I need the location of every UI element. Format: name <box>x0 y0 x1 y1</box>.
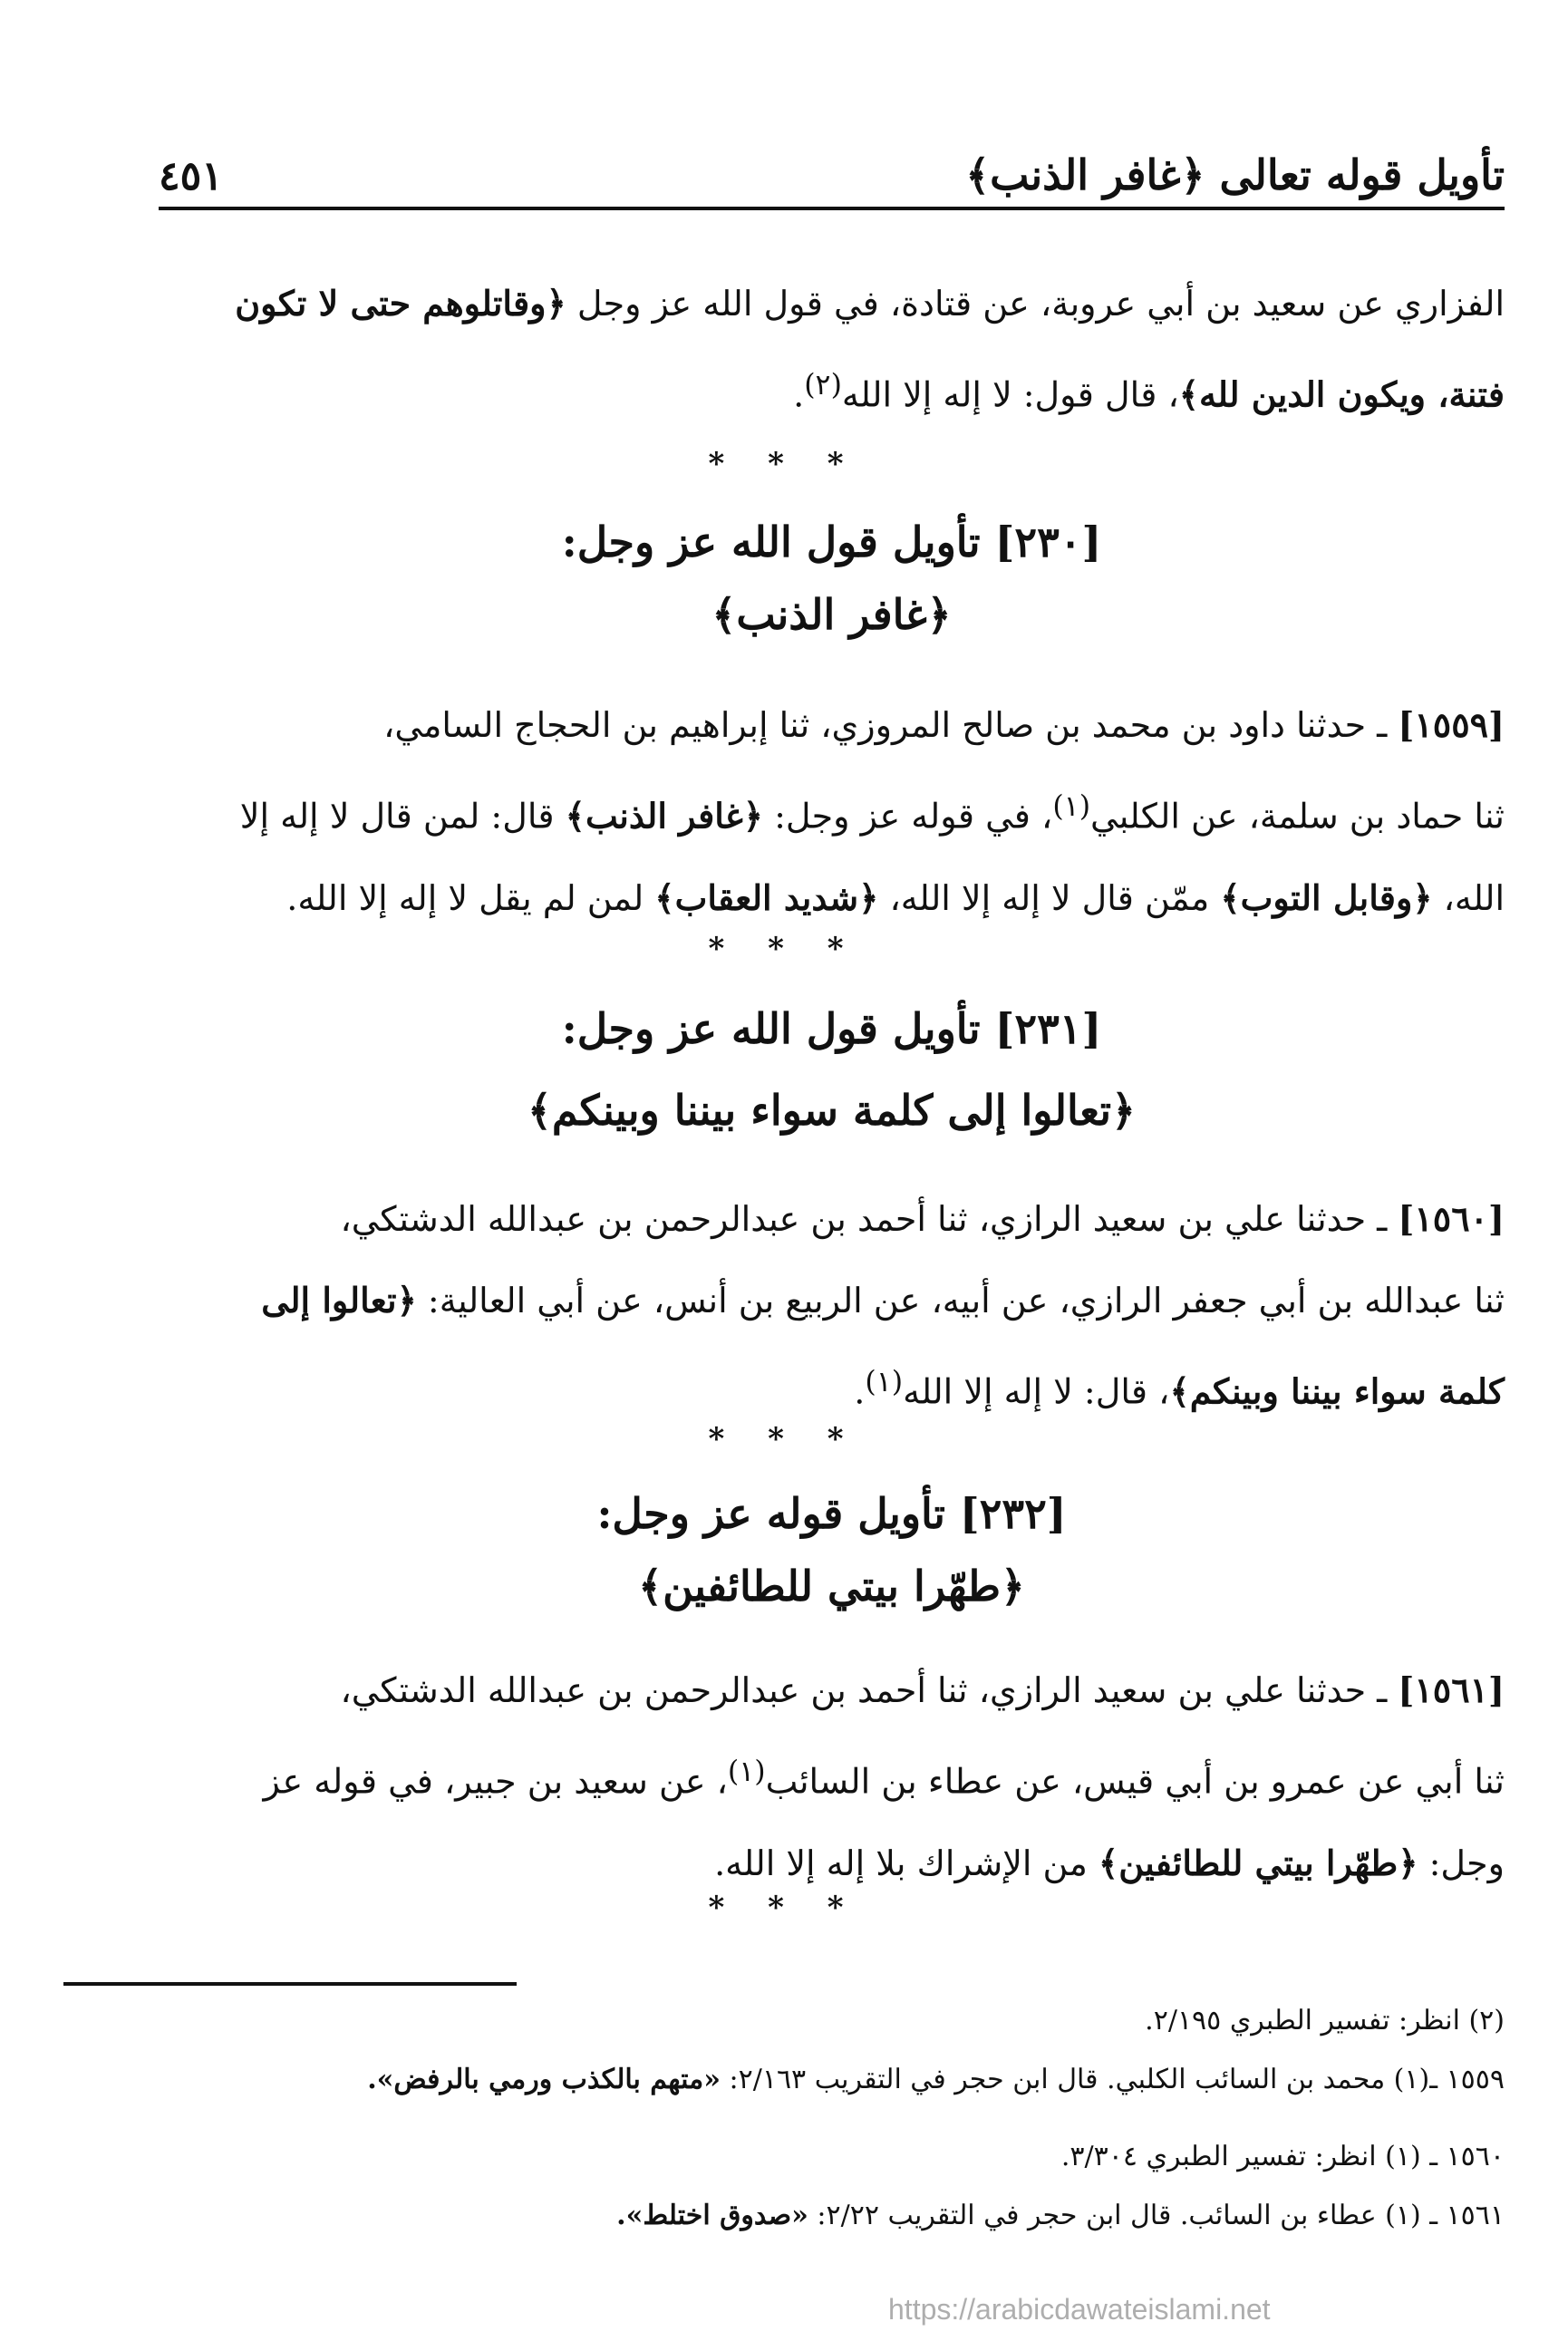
footnote-ref: (١) <box>727 1756 766 1788</box>
section-title: [٢٣٠] تأويل قول الله عز وجل: <box>561 518 1102 566</box>
section-verse: ﴿طهّرا بيتي للطائفين﴾ <box>638 1562 1025 1611</box>
narration-text: الله، <box>1432 877 1505 918</box>
footnote-ref: (١) <box>1052 790 1091 823</box>
footnote-text: ١٥٦٠ ـ (١) انظر: تفسير الطبري ٣/٣٠٤. <box>1060 2141 1505 2172</box>
narration-number: [١٥٥٩] <box>1398 704 1505 745</box>
footnote <box>159 2198 1505 2234</box>
page-number: ٤٥١ <box>159 153 223 199</box>
intro-paragraph <box>159 263 1505 436</box>
section-divider: * * * <box>708 1421 860 1457</box>
narration-number: [١٥٦٠] <box>1398 1198 1505 1239</box>
header-rule <box>159 207 1505 210</box>
narration-text: قال: لمن قال لا إله إلا <box>239 796 566 837</box>
period: . <box>854 1371 866 1412</box>
quran-quote: ﴿وقابل التوب﴾ <box>1220 876 1433 918</box>
section-divider: * * * <box>708 1890 860 1926</box>
footnote-ref: (٢) <box>804 369 842 401</box>
narration-text: ، عن سعيد بن جبير، في قوله عز <box>263 1761 728 1802</box>
narration-text: ـ حدثنا داود بن محمد بن صالح المروزي، ثنا إبراهيم بن الحجاج السامي، <box>383 705 1399 745</box>
footnote <box>159 2139 1505 2175</box>
narration-text: ـ حدثنا علي بن سعيد الرازي، ثنا أحمد بن عبدالرحمن بن عبدالله الدشتكي، <box>340 1199 1399 1239</box>
quran-quote: ﴿غافر الذنب﴾ <box>565 795 763 837</box>
footnote-text: ١٥٦١ ـ (١) عطاء بن السائب. قال ابن حجر في التقريب ٢/٢٢: <box>808 2200 1505 2231</box>
footnote <box>159 2062 1505 2098</box>
section-title: [٢٣٢] تأويل قوله عز وجل: <box>596 1489 1067 1538</box>
intro-text-1: الفزاري عن سعيد بن أبي عروبة، عن قتادة، في قول الله عز وجل <box>566 284 1505 324</box>
running-title: تأويل قوله تعالى ﴿غافر الذنب﴾ <box>965 150 1505 199</box>
narration-text: ، في قوله عز وجل: <box>763 796 1053 837</box>
narration-1560 <box>159 1178 1505 1433</box>
footnote <box>159 2003 1505 2039</box>
period: . <box>793 374 805 415</box>
footnote-quote: «متهم بالكذب ورمي بالرفض». <box>367 2064 721 2095</box>
narration-1559 <box>159 684 1505 939</box>
watermark: https://arabicdawateislami.net <box>888 2293 1271 2326</box>
narration-1561 <box>159 1649 1505 1904</box>
section-title: [٢٣١] تأويل قول الله عز وجل: <box>561 1004 1102 1053</box>
intro-text-2: ، قال قول: لا إله إلا الله <box>841 374 1179 415</box>
section-divider: * * * <box>708 931 860 967</box>
section-verse: ﴿تعالوا إلى كلمة سواء بيننا وبينكم﴾ <box>527 1086 1137 1135</box>
narration-text: لمن لم يقل لا إله إلا الله. <box>286 877 655 918</box>
quran-quote: ﴿وقاتلوهم حتى لا تكون <box>235 283 566 324</box>
narration-text: ثنا عبدالله بن أبي جعفر الرازي، عن أبيه، عن الربيع بن أنس، عن أبي العالية: <box>416 1281 1505 1320</box>
quran-quote: ﴿شديد العقاب﴾ <box>654 876 879 918</box>
footnote-quote: «صدوق اختلط». <box>616 2200 808 2231</box>
footnote-rule <box>63 1982 517 1986</box>
narration-text: ممّن قال لا إله إلا الله، <box>878 877 1221 918</box>
quran-quote: كلمة سواء بيننا وبينكم﴾ <box>1169 1370 1505 1412</box>
quran-quote: ﴿تعالوا إلى <box>261 1280 417 1320</box>
footnote-text: ١٥٥٩ ـ(١) محمد بن السائب الكلبي. قال ابن حجر في التقريب ٢/١٦٣: <box>720 2064 1505 2095</box>
footnote-text: (٢) انظر: تفسير الطبري ٢/١٩٥. <box>1145 2005 1505 2036</box>
narration-text: ـ حدثنا علي بن سعيد الرازي، ثنا أحمد بن عبدالرحمن بن عبدالله الدشتكي، <box>340 1670 1399 1710</box>
narration-text: من الإشراك بلا إله إلا الله. <box>714 1843 1099 1883</box>
narration-text: وجل: <box>1418 1843 1505 1883</box>
narration-text: ثنا أبي عن عمرو بن أبي قيس، عن عطاء بن السائب <box>765 1761 1505 1802</box>
page-header <box>159 136 1505 199</box>
narration-text: ، قال: لا إله إلا الله <box>903 1371 1170 1412</box>
quran-quote: ﴿طهّرا بيتي للطائفين﴾ <box>1098 1842 1418 1883</box>
section-verse: ﴿غافر الذنب﴾ <box>711 590 952 639</box>
narration-number: [١٥٦١] <box>1398 1669 1505 1710</box>
quran-quote: فتنة، ويكون الدين لله﴾ <box>1178 373 1505 415</box>
footnote-ref: (١) <box>865 1366 904 1398</box>
narration-text: ثنا حماد بن سلمة، عن الكلبي <box>1090 796 1505 837</box>
section-divider: * * * <box>708 446 860 482</box>
